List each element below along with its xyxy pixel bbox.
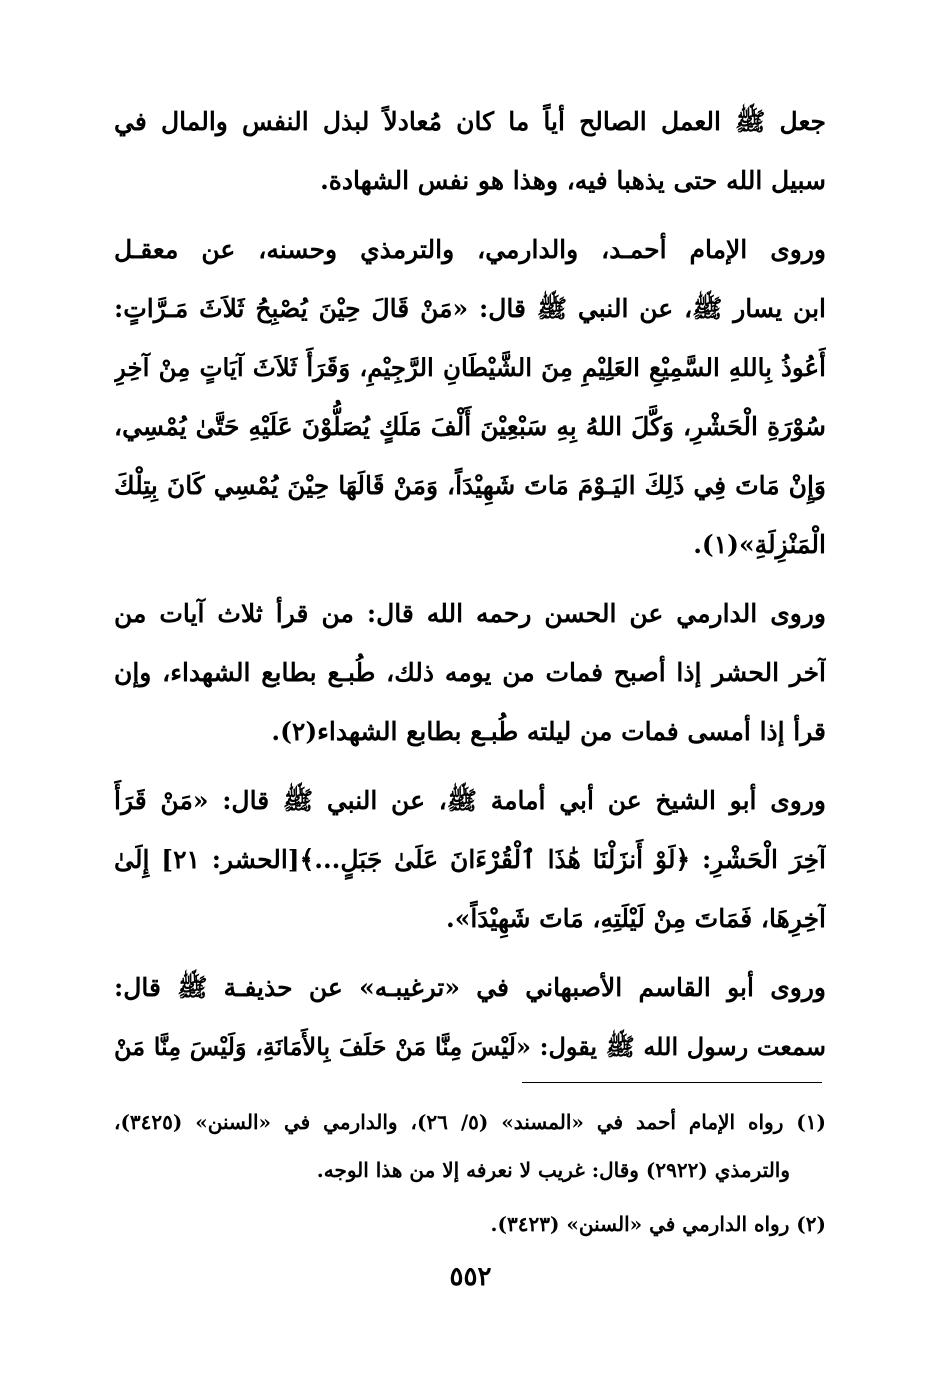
footnote-1: (١) رواه الإمام أحمد في «المسند» (٥/ ٢٦)، والدارمي في «السنن» (٣٤٢٥)،	[114, 1110, 826, 1134]
text-line: قرأ إذا أمسى فمات من ليلته طُبـع بطابع الشهداء(٢).	[271, 717, 826, 746]
text-line: جعل ﷺ العمل الصالح أياً ما كان مُعادلاً لبذل النفس والمال في	[114, 107, 826, 136]
text-line: وَإِنْ مَاتَ فِي ذَلِكَ اليَـوْمَ مَاتَ شَهِيْدَاً، وَمَنْ قَالَهَا حِيْنَ يُمْسِي كَانَ بِتِلْكَ	[114, 471, 826, 500]
text-line: وروى الإمام أحمـد، والدارمي، والترمذي وحسنه، عن معقـل	[114, 235, 826, 264]
footnote-separator	[522, 1082, 822, 1083]
main-text	[114, 92, 826, 1086]
text-line: أَعُوذُ بِاللهِ السَّمِيْعِ العَلِيْمِ مِنَ الشَّيْطَانِ الرَّجِيْمِ، وَقَرَأَ ثَلاَثَ آيَاتٍ مِنْ آخِرِ	[114, 353, 826, 382]
text-line: سُوْرَةِ الْحَشْرِ، وَكَّلَ اللهُ بِهِ سَبْعِيْنَ أَلْفَ مَلَكٍ يُصَلُّوْنَ عَلَيْهِ حَتَّىٰ يُمْسِي،	[114, 412, 826, 441]
text-line: سبيل الله حتى يذهبا فيه، وهذا هو نفس الشهادة.	[320, 166, 826, 195]
paragraph-5	[114, 958, 826, 1076]
text-line: آخِرِهَا، فَمَاتَ مِنْ لَيْلَتِهِ، مَاتَ شَهِيْدَاً».	[446, 904, 826, 933]
page-number: ٥٥٢	[449, 1262, 492, 1292]
text-line: الْمَنْزِلَةِ»(١).	[693, 530, 826, 559]
footnote-2: (٢) رواه الدارمي في «السنن» (٣٤٢٣).	[490, 1212, 826, 1236]
paragraph-2	[114, 220, 826, 574]
paragraph-1	[114, 92, 826, 210]
paragraph-4	[114, 771, 826, 948]
footnotes	[114, 1098, 826, 1248]
text-line: وروى الدارمي عن الحسن رحمه الله قال: من قرأ ثلاث آيات من	[114, 599, 826, 628]
text-line: آخر الحشر إذا أصبح فمات من يومه ذلك، طُبـع بطابع الشهداء، وإن	[114, 658, 826, 687]
text-line: ابن يسار ﷺ، عن النبي ﷺ قال: «مَنْ قَالَ حِيْنَ يُصْبِحُ ثَلاَثَ مَـرَّاتٍ:	[114, 294, 826, 323]
text-line: آخِرَ الْحَشْرِ: ﴿لَوْ أَنزَلْنَا هَٰذَا ٱلْقُرْءَانَ عَلَىٰ جَبَلٍ...﴾[الحشر: ٢١] إِلَىٰ	[114, 845, 826, 874]
text-line: وروى أبو الشيخ عن أبي أمامة ﷺ، عن النبي ﷺ قال: «مَنْ قَرَأَ	[114, 786, 826, 815]
text-line: سمعت رسول الله ﷺ يقول: «لَيْسَ مِنَّا مَنْ حَلَفَ بِالأَمَانَةِ، وَلَيْسَ مِنَّا مَنْ	[114, 1032, 826, 1061]
text-line: وروى أبو القاسم الأصبهاني في «ترغيبـه» عن حذيفـة ﷺ قال:	[114, 973, 826, 1002]
paragraph-3	[114, 584, 826, 761]
footnote-1-continuation: والترمذي (٢٩٢٢) وقال: غريب لا نعرفه إلا من هذا الوجه.	[316, 1158, 790, 1182]
